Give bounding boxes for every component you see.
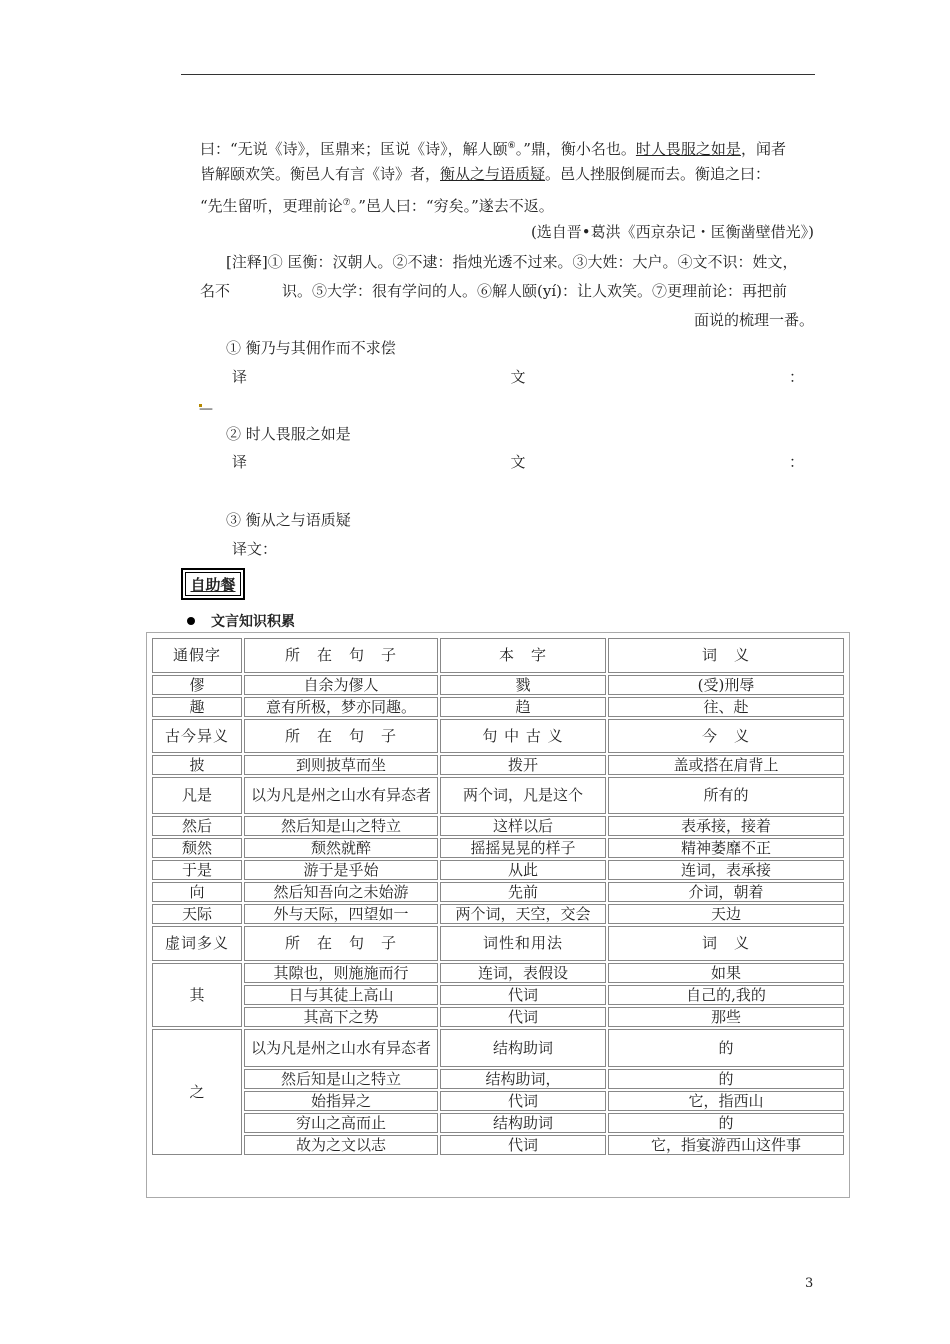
table-row [152, 985, 844, 1005]
table-cell: 然后 [152, 816, 242, 836]
table-cell: (受)刑辱 [608, 675, 844, 695]
header-cell: 通假字 [152, 638, 242, 673]
knowledge-table-frame [146, 632, 850, 1198]
table-cell: 始指异之 [244, 1091, 438, 1111]
table-cell: 天边 [608, 904, 844, 924]
table-cell: 代词 [440, 1007, 606, 1027]
table-cell: 表承接，接着 [608, 816, 844, 836]
table-cell: 拨开 [440, 755, 606, 775]
table-cell: 连词，表假设 [440, 963, 606, 983]
question-3-answer-line[interactable]: 译文： [232, 540, 278, 558]
header-cell: 所 在 句 子 [244, 926, 438, 961]
header-cell: 词 义 [608, 926, 844, 961]
table-header-row [152, 638, 844, 673]
table-cell: 所有的 [608, 777, 844, 814]
header-cell: 虚词多义 [152, 926, 242, 961]
table-cell: 然后知是山之特立 [244, 816, 438, 836]
table-cell: 它，指西山 [608, 1091, 844, 1111]
table-header-row [152, 926, 844, 961]
table-row [152, 860, 844, 880]
table-cell: 然后知是山之特立 [244, 1069, 438, 1089]
header-cell: 词 义 [608, 638, 844, 673]
table-cell: 两个词，凡是这个 [440, 777, 606, 814]
table-cell: 连词，表承接 [608, 860, 844, 880]
source-citation: (选自晋•葛洪《西京杂记・匡衡凿壁借光》) [530, 223, 814, 241]
question-1-answer-line[interactable]: 译 文 ： [232, 368, 804, 386]
word-cell-qi: 其 [152, 963, 242, 1027]
table-cell: 于是 [152, 860, 242, 880]
table-cell: 的 [608, 1029, 844, 1067]
table-cell: 代词 [440, 1135, 606, 1155]
table-row [152, 963, 844, 983]
table-cell: 故为之文以志 [244, 1135, 438, 1155]
table-cell: 穷山之高而止 [244, 1113, 438, 1133]
table-cell: 这样以后 [440, 816, 606, 836]
table-row [152, 1007, 844, 1027]
table-cell: 结构助词， [440, 1069, 606, 1089]
question-2-answer-line[interactable]: 译 文 ： [232, 453, 804, 471]
annotation-line-3: 面说的梳理一番。 [693, 311, 814, 329]
table-cell: 日与其徒上高山 [244, 985, 438, 1005]
answer-dash: — [199, 401, 213, 417]
table-row [152, 1029, 844, 1067]
table-cell: 戮 [440, 675, 606, 695]
table-cell: 颓然 [152, 838, 242, 858]
section-heading: 文言知识积累 [187, 612, 295, 632]
question-2-sentence: ② 时人畏服之如是 [226, 425, 351, 443]
page-number: 3 [805, 1276, 814, 1291]
table-cell: 意有所极，梦亦同趣。 [244, 697, 438, 717]
table-cell: 以为凡是州之山水有异态者 [244, 1029, 438, 1067]
table-cell: 颓然就醉 [244, 838, 438, 858]
table-row [152, 1113, 844, 1133]
table-cell: 自余为僇人 [244, 675, 438, 695]
table-cell: 凡是 [152, 777, 242, 814]
header-cell: 词性和用法 [440, 926, 606, 961]
word-cell-zhi: 之 [152, 1029, 242, 1155]
header-cell: 本 字 [440, 638, 606, 673]
table-cell: 以为凡是州之山水有异态者 [244, 777, 438, 814]
table-row [152, 838, 844, 858]
table-cell: 其隙也，则施施而行 [244, 963, 438, 983]
header-cell: 古今异义 [152, 719, 242, 753]
buffet-box [181, 568, 245, 600]
table-cell: 向 [152, 882, 242, 902]
table-row [152, 1135, 844, 1155]
table-cell: 它，指宴游西山这件事 [608, 1135, 844, 1155]
table-cell: 代词 [440, 985, 606, 1005]
table-cell: 精神萎靡不正 [608, 838, 844, 858]
table-cell: 从此 [440, 860, 606, 880]
annotation-line-1: [注释]① 匡衡：汉朝人。②不逮：指烛光透不过来。③大姓：大户。④文不识：姓文， [226, 253, 798, 271]
knowledge-table [150, 636, 846, 1157]
table-cell: 介词，朝着 [608, 882, 844, 902]
table-row [152, 697, 844, 717]
table-cell: 如果 [608, 963, 844, 983]
table-cell: 先前 [440, 882, 606, 902]
table-cell: 僇 [152, 675, 242, 695]
header-cell: 所 在 句 子 [244, 638, 438, 673]
question-3-sentence: ③ 衡从之与语质疑 [226, 511, 351, 529]
table-cell: 的 [608, 1069, 844, 1089]
table-row [152, 1069, 844, 1089]
table-cell: 游于是乎始 [244, 860, 438, 880]
table-cell: 盖或搭在肩背上 [608, 755, 844, 775]
bullet-icon [187, 617, 195, 625]
passage-line-2: 皆解颐欢笑。衡邑人有言《诗》者，衡从之与语质疑。邑人挫服倒屣而去。衡追之曰： [200, 165, 771, 183]
header-cell: 所 在 句 子 [244, 719, 438, 753]
passage-line-3: “先生留听，更理前论⑦。”邑人曰：“穷矣。”遂去不返。 [200, 197, 554, 215]
table-cell: 自己的,我的 [608, 985, 844, 1005]
header-rule [181, 74, 815, 75]
passage-line-1: 曰：“无说《诗》，匡鼎来；匡说《诗》，解人颐⑥。”鼎，衡小名也。时人畏服之如是，闻者 [200, 140, 786, 158]
header-cell: 今 义 [608, 719, 844, 753]
table-cell: 天际 [152, 904, 242, 924]
table-cell: 的 [608, 1113, 844, 1133]
buffet-label: 自助餐 [185, 572, 241, 596]
table-cell: 结构助词 [440, 1113, 606, 1133]
table-row [152, 882, 844, 902]
table-cell: 摇摇晃晃的样子 [440, 838, 606, 858]
table-cell: 代词 [440, 1091, 606, 1111]
table-cell: 往、赴 [608, 697, 844, 717]
table-cell: 两个词，天空，交会 [440, 904, 606, 924]
table-cell: 披 [152, 755, 242, 775]
table-cell: 趋 [440, 697, 606, 717]
table-cell: 其高下之势 [244, 1007, 438, 1027]
table-row [152, 675, 844, 695]
table-cell: 趣 [152, 697, 242, 717]
table-header-row [152, 719, 844, 753]
table-row [152, 755, 844, 775]
table-cell: 然后知吾向之未始游 [244, 882, 438, 902]
table-row [152, 816, 844, 836]
table-row [152, 1091, 844, 1111]
annotation-line-2: 名不 识。⑤大学：很有学问的人。⑥解人颐(yí)：让人欢笑。⑦更理前论：再把前 [200, 282, 787, 300]
question-1-sentence: ① 衡乃与其佣作而不求偿 [226, 339, 396, 357]
table-cell: 结构助词 [440, 1029, 606, 1067]
header-cell: 句 中 古 义 [440, 719, 606, 753]
table-cell: 外与天际，四望如一 [244, 904, 438, 924]
table-cell: 那些 [608, 1007, 844, 1027]
table-cell: 到则披草而坐 [244, 755, 438, 775]
table-row [152, 777, 844, 814]
table-row [152, 904, 844, 924]
